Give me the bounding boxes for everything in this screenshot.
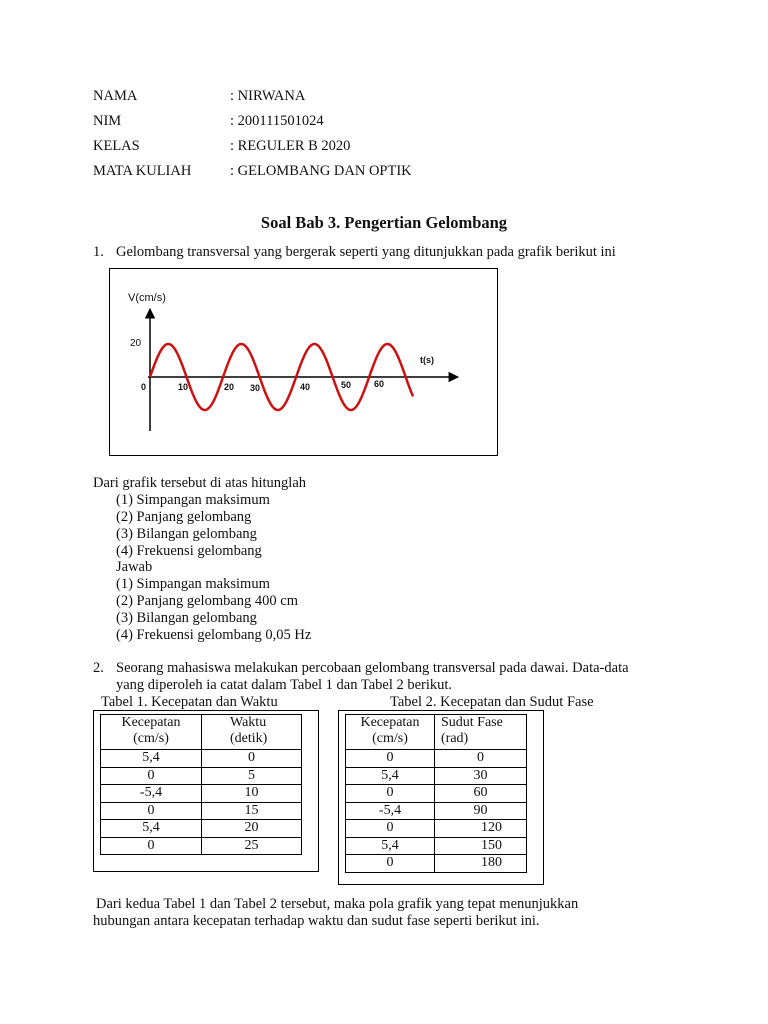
q2-conclusion-line1: Dari kedua Tabel 1 dan Tabel 2 tersebut, maka pola grafik yang tepat menunjukkan (96, 896, 579, 912)
table-cell: 0 (435, 750, 527, 768)
q1-intro: Dari grafik tersebut di atas hitunglah (93, 475, 307, 491)
table-cell: 15 (202, 802, 302, 820)
q1-item-4: (4) Frekuensi gelombang (116, 543, 262, 559)
table-row (101, 750, 302, 768)
table-cell: 5 (202, 767, 302, 785)
q1-number: 1. (93, 244, 104, 260)
table-cell: 5,4 (101, 820, 202, 838)
table-cell: 5,4 (346, 837, 435, 855)
table1-header-waktu: Waktu (detik) (202, 715, 302, 750)
y-tick-label-20: 20 (130, 338, 142, 349)
value-nama: : NIRWANA (230, 88, 306, 104)
label-nim: NIM (93, 113, 122, 129)
table2 (345, 714, 527, 873)
q1-text: Gelombang transversal yang bergerak seperti yang ditunjukkan pada grafik berikut ini (116, 244, 616, 260)
table-cell: 30 (435, 767, 527, 785)
q1-answer-1: (1) Simpangan maksimum (116, 576, 270, 592)
table-row (101, 785, 302, 803)
table-row (346, 837, 527, 855)
table-cell: 10 (202, 785, 302, 803)
y-axis-label: V(cm/s) (128, 292, 166, 304)
table-cell: 0 (346, 855, 435, 873)
table2-header-kecepatan: Kecepatan (cm/s) (346, 715, 435, 750)
q1-item-2: (2) Panjang gelombang (116, 509, 252, 525)
table1-header-row (101, 715, 302, 750)
table-cell: 60 (435, 785, 527, 803)
table-cell: 0 (101, 802, 202, 820)
label-mata-kuliah: MATA KULIAH (93, 163, 192, 179)
value-mata-kuliah: : GELOMBANG DAN OPTIK (230, 163, 412, 179)
table-row (346, 785, 527, 803)
table2-caption: Tabel 2. Kecepatan dan Sudut Fase (390, 694, 594, 710)
q1-answer-label: Jawab (116, 559, 153, 575)
value-nim: : 200111501024 (230, 113, 324, 129)
x-tick-label-50: 50 (341, 380, 352, 390)
q1-answer-4: (4) Frekuensi gelombang 0,05 Hz (116, 627, 312, 643)
x-tick-label-30: 30 (250, 383, 261, 393)
table-cell: 90 (435, 802, 527, 820)
table2-header-sudut-fase: Sudut Fase (rad) (435, 715, 527, 750)
table-cell: 25 (202, 837, 302, 855)
q1-answer-2: (2) Panjang gelombang 400 cm (116, 593, 299, 609)
table-row (101, 802, 302, 820)
table-cell: -5,4 (346, 802, 435, 820)
table-cell: 180 (435, 855, 527, 873)
label-nama: NAMA (93, 88, 138, 104)
table-cell: 0 (101, 767, 202, 785)
x-tick-label-40: 40 (300, 382, 311, 392)
table-cell: 5,4 (101, 750, 202, 768)
q2-text-line1: Seorang mahasiswa melakukan percobaan gelombang transversal pada dawai. Data-data (116, 660, 629, 676)
q2-conclusion-line2: hubungan antara kecepatan terhadap waktu dan sudut fase seperti berikut ini. (93, 913, 540, 929)
table-row (101, 837, 302, 855)
q2-text-line2: yang diperoleh ia catat dalam Tabel 1 dan Tabel 2 berikut. (116, 677, 453, 693)
table-row (346, 802, 527, 820)
table-cell: 0 (202, 750, 302, 768)
wave-graph (110, 269, 497, 455)
table-cell: -5,4 (101, 785, 202, 803)
table-cell: 20 (202, 820, 302, 838)
table-row (346, 820, 527, 838)
table-cell: 0 (346, 785, 435, 803)
page-title: Soal Bab 3. Pengertian Gelombang (260, 213, 508, 232)
x-tick-label-10: 10 (178, 382, 189, 392)
wave-graph-frame (109, 268, 498, 456)
table-cell: 0 (101, 837, 202, 855)
q1-item-3: (3) Bilangan gelombang (116, 526, 257, 542)
q1-item-1: (1) Simpangan maksimum (116, 492, 270, 508)
value-kelas: : REGULER B 2020 (230, 138, 351, 154)
table-row (346, 767, 527, 785)
table1 (100, 714, 302, 855)
table-row (101, 820, 302, 838)
table-cell: 150 (435, 837, 527, 855)
q1-answer-3: (3) Bilangan gelombang (116, 610, 257, 626)
table-cell: 0 (346, 820, 435, 838)
table-cell: 5,4 (346, 767, 435, 785)
table-row (346, 855, 527, 873)
x-tick-label-20: 20 (224, 382, 235, 392)
table2-header-row (346, 715, 527, 750)
label-kelas: KELAS (93, 138, 140, 154)
x-axis-label: t(s) (420, 355, 434, 365)
table-cell: 120 (435, 820, 527, 838)
q2-number: 2. (93, 660, 104, 676)
table-row (346, 750, 527, 768)
table-cell: 0 (346, 750, 435, 768)
x-tick-label-60: 60 (374, 379, 385, 389)
x-tick-label-0: 0 (141, 382, 147, 392)
table-row (101, 767, 302, 785)
table1-header-kecepatan: Kecepatan (cm/s) (101, 715, 202, 750)
table1-caption: Tabel 1. Kecepatan dan Waktu (101, 694, 278, 710)
